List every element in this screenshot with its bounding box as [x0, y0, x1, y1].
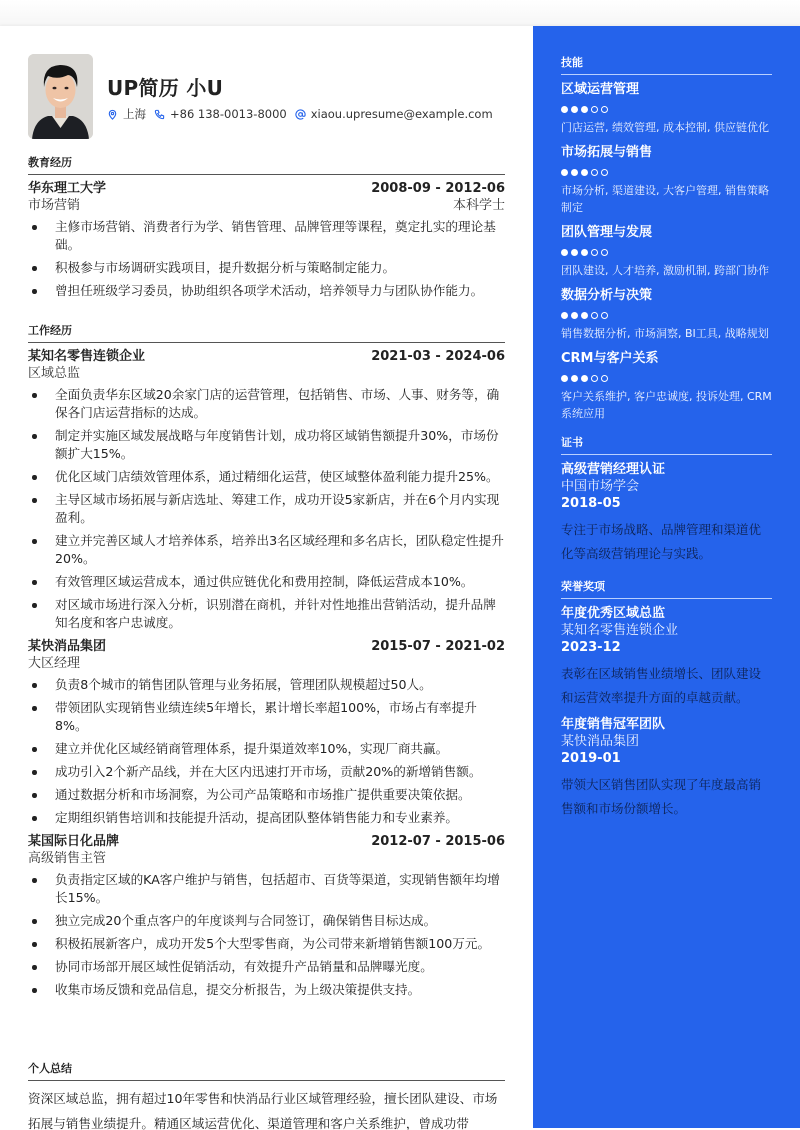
skill-level-rating — [561, 244, 772, 260]
bullet-item: 全面负责华东区域20余家门店的运营管理，包括销售、市场、人事、财务等，确保各门店运营指标的达成。 — [28, 386, 505, 422]
section-title: 证书 — [561, 434, 772, 455]
contact-info — [107, 106, 501, 122]
rating-dot-empty-icon — [601, 106, 608, 113]
candidate-name: UP简历 小U — [107, 76, 224, 100]
rating-dot-filled-icon — [571, 106, 578, 113]
education-entry — [28, 180, 505, 300]
awards-section — [561, 578, 772, 821]
job-title: 大区经理 — [28, 656, 81, 671]
bullet-item: 协同市场部开展区域性促销活动，有效提升产品销量和品牌曝光度。 — [28, 958, 505, 976]
award-item — [561, 605, 772, 710]
bullet-item: 主导区域市场拓展与新店选址、筹建工作，成功开设5家新店，并在6个月内实现盈利。 — [28, 491, 505, 527]
bullet-item: 曾担任班级学习委员，协助组织各项学术活动，培养领导力与团队协作能力。 — [28, 282, 505, 300]
bullet-item: 负责8个城市的销售团队管理与业务拓展，管理团队规模超过50人。 — [28, 676, 505, 694]
skills-section — [561, 54, 772, 422]
bullet-item: 建立并完善区域人才培养体系，培养出3名区域经理和多名店长，团队稳定性提升20%。 — [28, 532, 505, 568]
rating-dot-filled-icon — [571, 312, 578, 319]
job-title: 高级销售主管 — [28, 851, 107, 866]
date-range: 2021-03 - 2024-06 — [371, 349, 505, 364]
contact-phone — [154, 107, 287, 121]
rating-dot-empty-icon — [591, 169, 598, 176]
avatar — [28, 54, 93, 139]
skill-keywords: 团队建设, 人才培养, 激励机制, 跨部门协作 — [561, 264, 769, 277]
bullet-item: 收集市场反馈和竞品信息，提交分析报告，为上级决策提供支持。 — [28, 981, 505, 999]
award-description: 表彰在区域销售业绩增长、团队建设和运营效率提升方面的卓越贡献。 — [561, 666, 762, 705]
certificate-issuer: 中国市场学会 — [561, 479, 640, 494]
rating-dot-filled-icon — [581, 106, 588, 113]
resume-header — [28, 54, 505, 140]
skill-level-rating — [561, 370, 772, 386]
location-pin-icon — [107, 109, 118, 120]
certificate-description: 专注于市场战略、品牌管理和渠道优化等高级营销理论与实践。 — [561, 522, 762, 561]
certificates-section — [561, 434, 772, 566]
contact-email — [295, 107, 493, 121]
sidebar — [533, 26, 800, 1128]
skill-item — [561, 144, 772, 216]
work-entry — [28, 638, 505, 827]
work-section — [28, 322, 505, 1004]
bullet-item: 带领团队实现销售业绩连续5年增长，累计增长率超100%，市场占有率提升8%。 — [28, 699, 505, 735]
rating-dot-empty-icon — [591, 312, 598, 319]
section-title: 荣誉奖项 — [561, 578, 772, 599]
award-date: 2019-01 — [561, 751, 621, 766]
rating-dot-filled-icon — [561, 312, 568, 319]
skill-keywords: 门店运营, 绩效管理, 成本控制, 供应链优化 — [561, 121, 769, 134]
company-name: 某知名零售连锁企业 — [28, 349, 146, 364]
skill-item — [561, 81, 772, 136]
rating-dot-filled-icon — [571, 169, 578, 176]
summary-text: 资深区域总监，拥有超过10年零售和快消品行业区域管理经验，擅长团队建设、市场拓展与销售业绩提升。精通区域运营优化、渠道管理和客户关系维护，曾成功带 — [28, 1091, 498, 1130]
bullet-item: 制定并实施区域发展战略与年度销售计划，成功将区域销售额提升30%，市场份额扩大15%。 — [28, 427, 505, 463]
skill-keywords: 客户关系维护, 客户忠诚度, 投诉处理, CRM系统应用 — [561, 390, 772, 420]
section-title: 技能 — [561, 54, 772, 75]
phone-icon — [154, 109, 165, 120]
work-entry — [28, 348, 505, 632]
major: 市场营销 — [28, 198, 81, 213]
rating-dot-filled-icon — [561, 375, 568, 382]
rating-dot-filled-icon — [571, 375, 578, 382]
rating-dot-empty-icon — [591, 375, 598, 382]
rating-dot-empty-icon — [601, 249, 608, 256]
bullet-item: 优化区域门店绩效管理体系，通过精细化运营，使区域整体盈利能力提升25%。 — [28, 468, 505, 486]
rating-dot-empty-icon — [591, 249, 598, 256]
resume-page — [0, 26, 800, 1130]
bullet-item: 对区域市场进行深入分析，识别潜在商机，并针对性地推出营销活动，提升品牌知名度和客户忠诚度。 — [28, 596, 505, 632]
phone-text: +86 138-0013-8000 — [170, 107, 287, 121]
skill-item — [561, 350, 772, 422]
rating-dot-empty-icon — [591, 106, 598, 113]
skill-keywords: 销售数据分析, 市场洞察, BI工具, 战略规划 — [561, 327, 769, 340]
bullet-item: 成功引入2个新产品线，并在大区内迅速打开市场，贡献20%的新增销售额。 — [28, 763, 505, 781]
award-issuer: 某快消品集团 — [561, 734, 640, 749]
section-title: 工作经历 — [28, 322, 505, 343]
section-title: 教育经历 — [28, 154, 505, 175]
skill-name: 团队管理与发展 — [561, 225, 653, 240]
rating-dot-filled-icon — [561, 169, 568, 176]
job-title: 区域总监 — [28, 366, 81, 381]
bullet-item: 主修市场营销、消费者行为学、销售管理、品牌管理等课程，奠定扎实的理论基础。 — [28, 218, 505, 254]
skill-name: 市场拓展与销售 — [561, 145, 653, 160]
skill-keywords: 市场分析, 渠道建设, 大客户管理, 销售策略制定 — [561, 184, 769, 214]
certificate-name: 高级营销经理认证 — [561, 462, 666, 477]
rating-dot-filled-icon — [581, 169, 588, 176]
skill-name: CRM与客户关系 — [561, 351, 659, 366]
bullet-item: 负责指定区域的KA客户维护与销售，包括超市、百货等渠道，实现销售额年均增长15%。 — [28, 871, 505, 907]
location-text: 上海 — [123, 107, 146, 121]
award-description: 带领大区销售团队实现了年度最高销售额和市场份额增长。 — [561, 777, 762, 816]
award-date: 2023-12 — [561, 640, 621, 655]
page-top-margin — [0, 0, 800, 26]
company-name: 某国际日化品牌 — [28, 834, 120, 849]
bullet-item: 定期组织销售培训和技能提升活动，提高团队整体销售能力和专业素养。 — [28, 809, 505, 827]
skill-level-rating — [561, 307, 772, 323]
contact-location — [107, 106, 146, 122]
rating-dot-filled-icon — [581, 249, 588, 256]
education-section — [28, 154, 505, 305]
bullet-item: 积极拓展新客户，成功开发5个大型零售商，为公司带来新增销售额100万元。 — [28, 935, 505, 953]
skill-level-rating — [561, 101, 772, 117]
bullet-item: 独立完成20个重点客户的年度谈判与合同签订，确保销售目标达成。 — [28, 912, 505, 930]
rating-dot-empty-icon — [601, 169, 608, 176]
skill-name: 区域运营管理 — [561, 82, 640, 97]
date-range: 2015-07 - 2021-02 — [371, 639, 505, 654]
section-title: 个人总结 — [28, 1060, 505, 1081]
company-name: 某快消品集团 — [28, 639, 107, 654]
skill-item — [561, 224, 772, 279]
award-name: 年度销售冠军团队 — [561, 717, 666, 732]
skill-level-rating — [561, 164, 772, 180]
bullet-item: 通过数据分析和市场洞察，为公司产品策略和市场推广提供重要决策依据。 — [28, 786, 505, 804]
work-entry — [28, 833, 505, 999]
certificate-date: 2018-05 — [561, 496, 621, 511]
bullet-item: 建立并优化区域经销商管理体系，提升渠道效率10%，实现厂商共赢。 — [28, 740, 505, 758]
certificate-item — [561, 461, 772, 566]
award-name: 年度优秀区域总监 — [561, 606, 666, 621]
skill-item — [561, 287, 772, 342]
rating-dot-filled-icon — [581, 375, 588, 382]
rating-dot-filled-icon — [571, 249, 578, 256]
summary-section — [28, 1060, 505, 1130]
degree: 本科学士 — [452, 198, 505, 213]
school-name: 华东理工大学 — [28, 181, 107, 196]
at-sign-icon — [295, 109, 306, 120]
rating-dot-empty-icon — [601, 312, 608, 319]
bullet-item: 有效管理区域运营成本，通过供应链优化和费用控制，降低运营成本10%。 — [28, 573, 505, 591]
date-range: 2012-07 - 2015-06 — [371, 834, 505, 849]
rating-dot-empty-icon — [601, 375, 608, 382]
rating-dot-filled-icon — [561, 249, 568, 256]
email-link[interactable]: xiaou.upresume@example.com — [310, 107, 493, 121]
bullet-item: 积极参与市场调研实践项目，提升数据分析与策略制定能力。 — [28, 259, 505, 277]
date-range: 2008-09 - 2012-06 — [371, 181, 505, 196]
award-item — [561, 716, 772, 821]
rating-dot-filled-icon — [561, 106, 568, 113]
award-issuer: 某知名零售连锁企业 — [561, 623, 679, 638]
skill-name: 数据分析与决策 — [561, 288, 653, 303]
rating-dot-filled-icon — [581, 312, 588, 319]
